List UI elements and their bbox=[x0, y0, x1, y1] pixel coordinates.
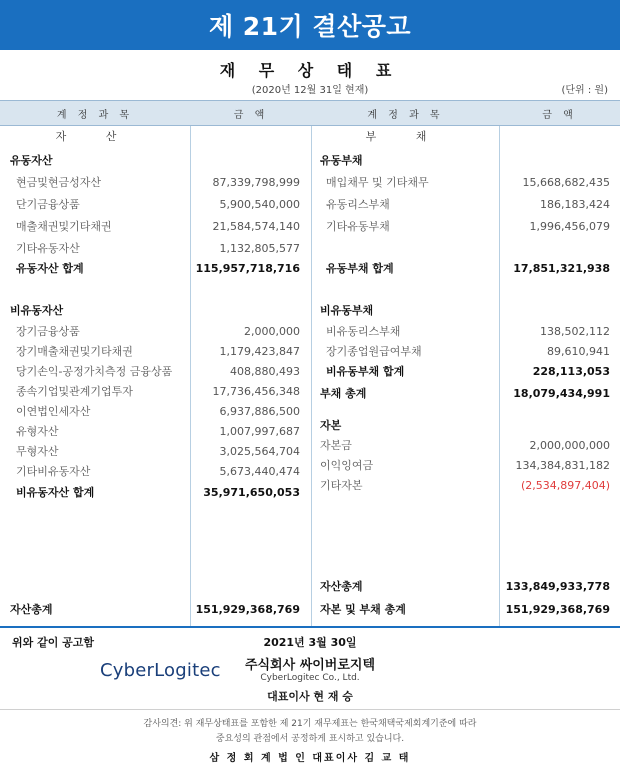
statement-title: 재 무 상 태 표 bbox=[219, 61, 401, 80]
column-divider bbox=[499, 126, 500, 626]
announcement-banner bbox=[0, 0, 620, 50]
noncurrent-liabilities-total-value: 228,113,053 bbox=[532, 365, 610, 378]
footer-divider bbox=[0, 709, 620, 710]
asset-label: 무형자산 bbox=[16, 445, 59, 458]
asset-label: 단기금융상품 bbox=[16, 198, 80, 211]
total-assets-value: 151,929,368,769 bbox=[195, 603, 300, 616]
asset-label: 종속기업및관계기업투자 bbox=[16, 385, 133, 398]
equity-title: 자본 bbox=[320, 419, 342, 432]
unit-label: (단위 : 원) bbox=[561, 85, 608, 96]
company-name: 주식회사 싸이버로지텍 bbox=[244, 658, 376, 673]
banner-title: 제 21기 결산공고 bbox=[208, 12, 412, 41]
equity-label: 이익잉여금 bbox=[320, 459, 374, 472]
equity-value: 134,384,831,182 bbox=[515, 459, 610, 472]
noncurrent-liabilities-total-label: 비유동부채 합계 bbox=[326, 365, 405, 378]
table-header bbox=[0, 100, 620, 126]
asset-value: 1,007,997,687 bbox=[219, 425, 300, 438]
asset-value: 87,339,798,999 bbox=[212, 176, 300, 189]
audit-opinion-line2: 중요성의 관점에서 공정하게 표시하고 있습니다. bbox=[215, 734, 405, 744]
liabilities-group-label: 부 채 bbox=[365, 130, 445, 143]
asset-value: 5,900,540,000 bbox=[219, 198, 300, 211]
equity-total-label: 자산총계 bbox=[320, 580, 363, 593]
asset-value: 2,000,000 bbox=[244, 325, 300, 338]
liability-label: 유동리스부채 bbox=[326, 198, 390, 211]
column-divider bbox=[190, 126, 191, 626]
header-account-left: 계 정 과 목 bbox=[56, 109, 134, 121]
audit-opinion-line1: 감사의견: 위 재무상태표를 포함한 제 21기 재무제표는 한국채택국제회계기준에 따라 bbox=[143, 719, 477, 729]
balance-sheet-body bbox=[0, 126, 620, 626]
liability-value: 138,502,112 bbox=[540, 325, 610, 338]
asset-value: 17,736,456,348 bbox=[212, 385, 300, 398]
liability-value: 186,183,424 bbox=[540, 198, 610, 211]
header-account-right: 계 정 과 목 bbox=[367, 109, 444, 121]
liabilities-equity-total-label: 자본 및 부채 총계 bbox=[320, 603, 406, 616]
current-liabilities-total-value: 17,851,321,938 bbox=[513, 262, 610, 275]
current-liabilities-total-label: 유동부채 합계 bbox=[326, 262, 394, 275]
liability-value: 15,668,682,435 bbox=[522, 176, 610, 189]
asset-label: 유형자산 bbox=[16, 425, 59, 438]
statement-date: (2020년 12월 31일 현재) bbox=[251, 85, 369, 96]
noncurrent-assets-total-label: 비유동자산 합계 bbox=[16, 486, 95, 499]
notice-text: 위와 같이 공고함 bbox=[12, 636, 95, 649]
liability-label: 장기종업원급여부채 bbox=[326, 345, 422, 358]
noncurrent-assets-title: 비유동자산 bbox=[10, 304, 64, 317]
liability-value: 89,610,941 bbox=[547, 345, 610, 358]
header-amount-left: 금 액 bbox=[233, 109, 269, 121]
liability-value: 1,996,456,079 bbox=[529, 220, 610, 233]
asset-value: 1,179,423,847 bbox=[219, 345, 300, 358]
asset-value: 21,584,574,140 bbox=[212, 220, 300, 233]
total-liabilities-value: 18,079,434,991 bbox=[513, 387, 610, 400]
assets-group-label: 자 산 bbox=[55, 130, 135, 143]
asset-label: 이연법인세자산 bbox=[16, 405, 91, 418]
equity-label: 자본금 bbox=[320, 439, 352, 452]
liability-label: 비유동리스부채 bbox=[326, 325, 401, 338]
asset-value: 408,880,493 bbox=[230, 365, 300, 378]
total-liabilities-label: 부채 총계 bbox=[320, 387, 367, 400]
header-amount-right: 금 액 bbox=[542, 109, 577, 121]
equity-value: 2,000,000,000 bbox=[529, 439, 610, 452]
liability-label: 매입채무 및 기타채무 bbox=[326, 176, 429, 189]
current-assets-total-value: 115,957,718,716 bbox=[195, 262, 300, 275]
asset-label: 당기손익-공정가치측정 금융상품 bbox=[16, 365, 173, 378]
equity-total-value: 133,849,933,778 bbox=[505, 580, 610, 593]
asset-label: 현금및현금성자산 bbox=[16, 176, 102, 189]
asset-label: 장기매출채권및기타채권 bbox=[16, 345, 133, 358]
asset-label: 매출채권및기타채권 bbox=[16, 220, 112, 233]
equity-value-negative: (2,534,897,404) bbox=[520, 479, 610, 492]
liability-label: 기타유동부채 bbox=[326, 220, 390, 233]
noncurrent-assets-total-value: 35,971,650,053 bbox=[203, 486, 300, 499]
column-divider bbox=[311, 126, 312, 626]
asset-value: 1,132,805,577 bbox=[219, 242, 300, 255]
asset-value: 6,937,886,500 bbox=[219, 405, 300, 418]
liabilities-equity-total-value: 151,929,368,769 bbox=[505, 603, 610, 616]
current-liabilities-title: 유동부채 bbox=[320, 154, 363, 167]
auditor-name: 삼 정 회 계 법 인 대표이사 김 교 태 bbox=[209, 753, 411, 764]
equity-label: 기타자본 bbox=[320, 479, 363, 492]
company-logo: CyberLogitec bbox=[100, 660, 221, 681]
asset-label: 기타유동자산 bbox=[16, 242, 80, 255]
table-bottom-rule bbox=[0, 626, 620, 628]
asset-label: 장기금융상품 bbox=[16, 325, 80, 338]
current-assets-total-label: 유동자산 합계 bbox=[16, 262, 84, 275]
notice-date: 2021년 3월 30일 bbox=[263, 636, 357, 649]
company-name-en: CyberLogitec Co., Ltd. bbox=[260, 673, 360, 683]
asset-value: 5,673,440,474 bbox=[219, 465, 300, 478]
ceo-name: 대표이사 현 재 승 bbox=[267, 690, 353, 703]
current-assets-title: 유동자산 bbox=[10, 154, 53, 167]
asset-label: 기타비유동자산 bbox=[16, 465, 91, 478]
total-assets-label: 자산총계 bbox=[10, 603, 53, 616]
noncurrent-liabilities-title: 비유동부채 bbox=[320, 304, 374, 317]
asset-value: 3,025,564,704 bbox=[219, 445, 300, 458]
